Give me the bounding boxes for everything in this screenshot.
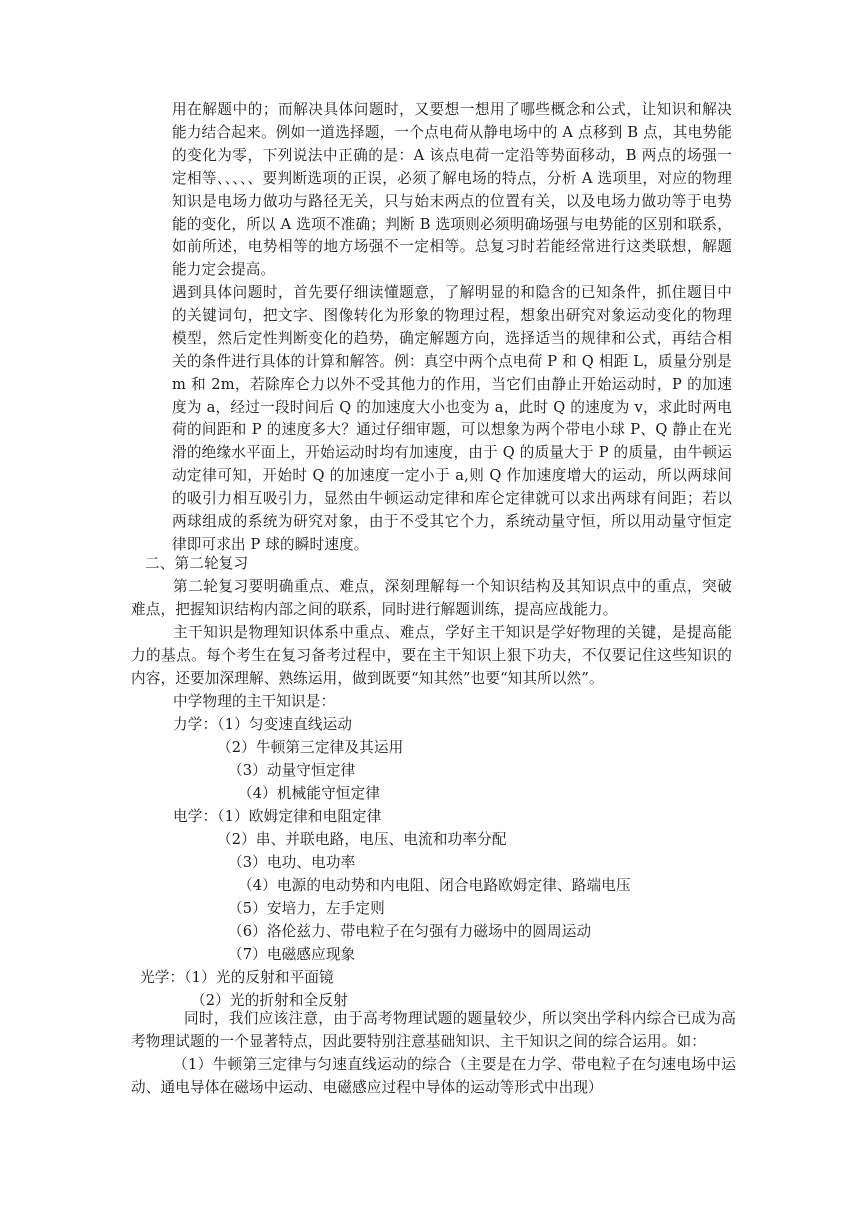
- core-knowledge-intro: 中学物理的主干知识是：: [173, 693, 336, 710]
- mechanics-item: （3）动量守恒定律: [228, 762, 356, 779]
- paragraph-core-knowledge: 主干知识是物理知识体系中重点、难点，学好主干知识是学好物理的关键，是提高能力的基点。每个考生在复习备考过程中，要在主干知识上狠下功夫，不仅要记住这些知识的内容，还要加深理解、熟练运用，做到既要“知其然”也要“知其所以然”。: [131, 624, 732, 687]
- paragraph-integrated-application: 同时，我们应该注意，由于高考物理试题的题量较少，所以突出学科内综合已成为高考物理试题的一个显著特点，因此要特别注意基础知识、主干知识之间的综合运用。如：: [131, 1010, 736, 1050]
- electricity-item: （6）洛伦兹力、带电粒子在匀强有力磁场中的圆周运动: [228, 923, 592, 940]
- electricity-item: （2）串、并联电路，电压、电流和功率分配: [217, 831, 507, 848]
- electricity-item: （7）电磁感应现象: [228, 946, 356, 963]
- paragraph-problem-solving-steps: 遇到具体问题时，首先要仔细读懂题意，了解明显的和隐含的已知条件，抓住题目中的关键词句，把文字、图像转化为形象的物理过程，想象出研究对象运动变化的物理模型，然后定性判断变化的趋势，确定解题方向，选择适当的规律和公式，再结合相关的条件进行具体的计算和解答。例：真空中两个点电荷 P 和 Q 相距 L，质量分别是 m 和 2m，若除库仑力以外不受其他力的作用，当它们由静止开始运动时，P 的加速度为 a，经过一段时间后 Q 的加速度大小也变为 a，此时 Q 的速度为 v，求此时两电荷的间距和 P 的速度多大？通过仔细审题，可以想象为两个带电小球 P、Q 静止在光滑的绝缘水平面上，开始运动时均有加速度，由于 Q 的质量大于 P 的质量，由牛顿运动定律可知，开始时 Q 的加速度一定小于 a,则 Q 作加速度增大的运动，所以两球间的吸引力相互吸引力，显然由牛顿运动定律和库仑定律就可以求出两球有间距；若以两球组成的系统为研究对象，由于不受其它个力，系统动量守恒，所以用动量守恒定律即可求出 P 球的瞬时速度。: [172, 284, 732, 553]
- mechanics-item: （2）牛顿第三定律及其运用: [217, 739, 404, 756]
- electricity-item: （5）安培力，左手定则: [228, 900, 385, 917]
- electricity-item: 电学：（1）欧姆定律和电阻定律: [173, 808, 382, 825]
- electricity-item: （3）电功、电功率: [228, 854, 356, 871]
- electricity-item: （4）电源的电动势和内电阻、闭合电路欧姆定律、路端电压: [238, 877, 631, 894]
- mechanics-item: 力学：（1）匀变速直线运动: [173, 716, 353, 733]
- mechanics-item: （4）机械能守恒定律: [238, 785, 381, 802]
- paragraph-example-combination: （1）牛顿第三定律与匀速直线运动的综合（主要是在力学、带电粒子在匀速电场中运动、通电导体在磁场中运动、电磁感应过程中导体的运动等形式中出现）: [131, 1056, 736, 1096]
- optics-item: 光学：（1）光的反射和平面镜: [140, 969, 334, 986]
- section-heading-second-round: 二、第二轮复习: [145, 555, 249, 572]
- paragraph-second-round-review: 第二轮复习要明确重点、难点，深刻理解每一个知识结构及其知识点中的重点，突破难点，把握知识结构内部之间的联系，同时进行解题训练，提高应战能力。: [131, 578, 732, 618]
- paragraph-problem-analysis: 用在解题中的；而解决具体问题时，又要想一想用了哪些概念和公式，让知识和解决能力结合起来。例如一道选择题，一个点电荷从静电场中的 A 点移到 B 点，其电势能的变化为零，下列说法中正确的是：A 该点电荷一定沿等势面移动，B 两点的场强一定相等、、、、、要判断选项的正误，必须了解电场的特点，分析 A 选项里，对应的物理知识是电场力做功与路径无关，只与始末两点的位置有关，以及电场力做功等于电势能的变化，所以 A 选项不准确；判断 B 选项则必须明确场强与电势能的区别和联系，如前所述，电势相等的地方场强不一定相等。总复习时若能经常进行这类联想，解题能力定会提高。: [172, 101, 732, 279]
- optics-item: （2）光的折射和全反射: [191, 992, 348, 1009]
